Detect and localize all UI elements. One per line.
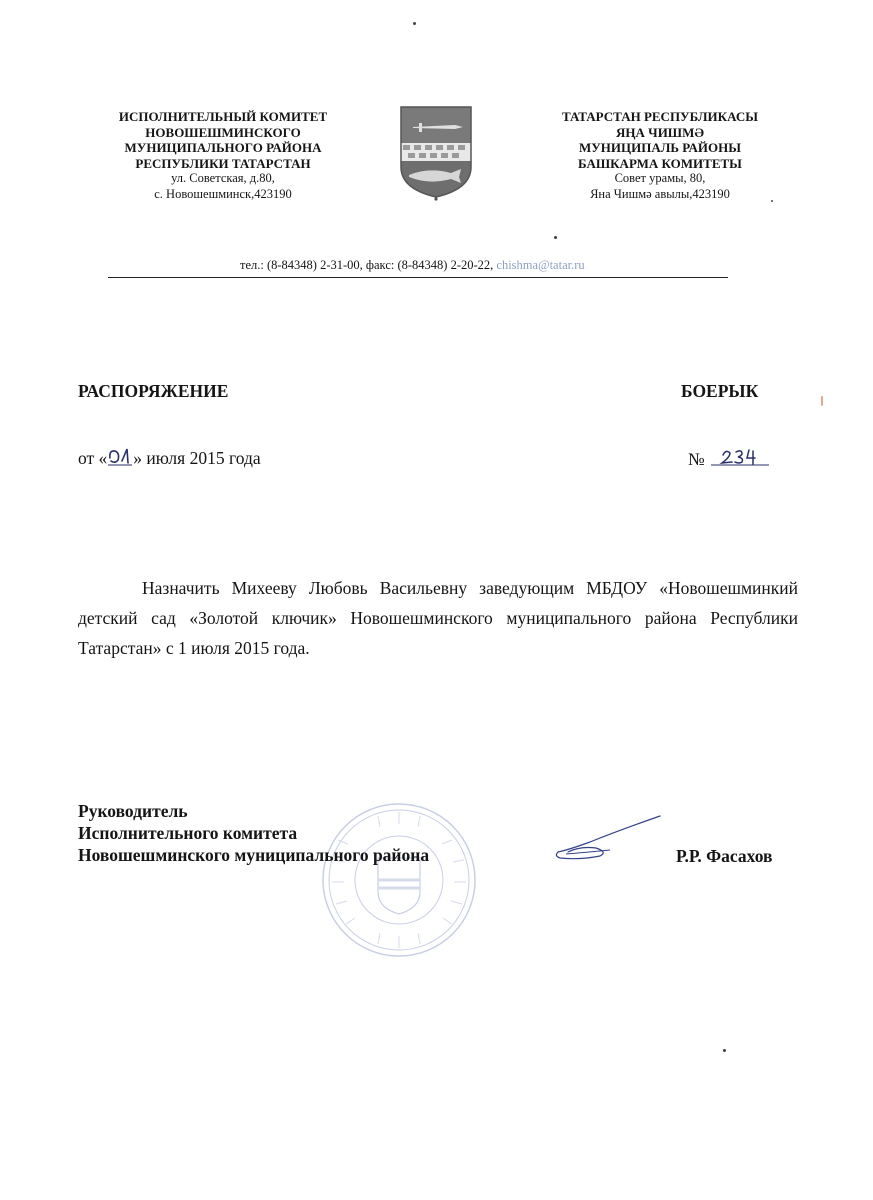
date-line [78,446,261,469]
doc-title-tt: БОЕРЫК [681,381,759,401]
contact-phones: тел.: (8-84348) 2-31-00, факс: (8-84348) 2-20-22, [240,258,494,272]
date-prefix: от « [78,448,108,468]
scan-speck [413,22,416,25]
header-left-line4: РЕСПУБЛИКИ ТАТАРСТАН [135,155,311,171]
signatory-line1: Руководитель [78,801,188,821]
scan-speck [554,236,557,239]
handwritten-day [107,446,133,468]
header-left-line1: ИСПОЛНИТЕЛЬНЫЙ КОМИТЕТ [118,109,328,124]
scan-speck [821,396,823,406]
scan-speck [723,1049,726,1052]
header-left-line2: НОВОШЕШМИНСКОГО [145,124,301,140]
header-left-line3: МУНИЦИПАЛЬНОГО РАЙОНА [124,140,322,155]
header-right [505,109,815,202]
header-left-address2: с. Новошешминск,423190 [154,186,292,201]
date-suffix: » июля 2015 года [133,448,261,468]
header-right-line4: БАШКАРМА КОМИТЕТЫ [578,155,742,171]
contact-email: chishma@tatar.ru [496,258,585,272]
scan-speck [771,200,773,202]
header-right-line2: ЯҢА ЧИШМӘ [616,124,704,140]
contact-line [240,258,585,273]
signatory-line3: Новошешминского муниципального района [78,845,430,865]
signatory-name: Р.Р. Фасахов [676,846,773,866]
number-line [688,446,771,470]
order-body: Назначить Михееву Любовь Васильевну заведующим МБДОУ «Новошешминкий детский сад «Золотой ключик» Новошешминского муниципального района Республики Татарстан» с 1 июля 2015 года. [78,578,798,658]
handwritten-number [709,446,771,470]
signatory-line2: Исполнительного комитета [78,823,298,843]
header-right-address2: Яна Чишмә авылы,423190 [590,186,730,201]
header-left-address1: ул. Советская, д.80, [171,171,275,185]
header-right-line1: ТАТАРСТАН РЕСПУБЛИКАСЫ [562,109,758,124]
number-label: № [688,449,705,469]
header-right-address1: Совет урамы, 80, [614,171,706,185]
header-left [68,109,378,202]
signature-icon [550,812,670,872]
doc-title-ru: РАСПОРЯЖЕНИЕ [78,381,229,401]
header-right-line3: МУНИЦИПАЛЬ РАЙОНЫ [578,140,742,155]
signatory-block [78,800,429,866]
coat-of-arms-icon [399,105,473,201]
